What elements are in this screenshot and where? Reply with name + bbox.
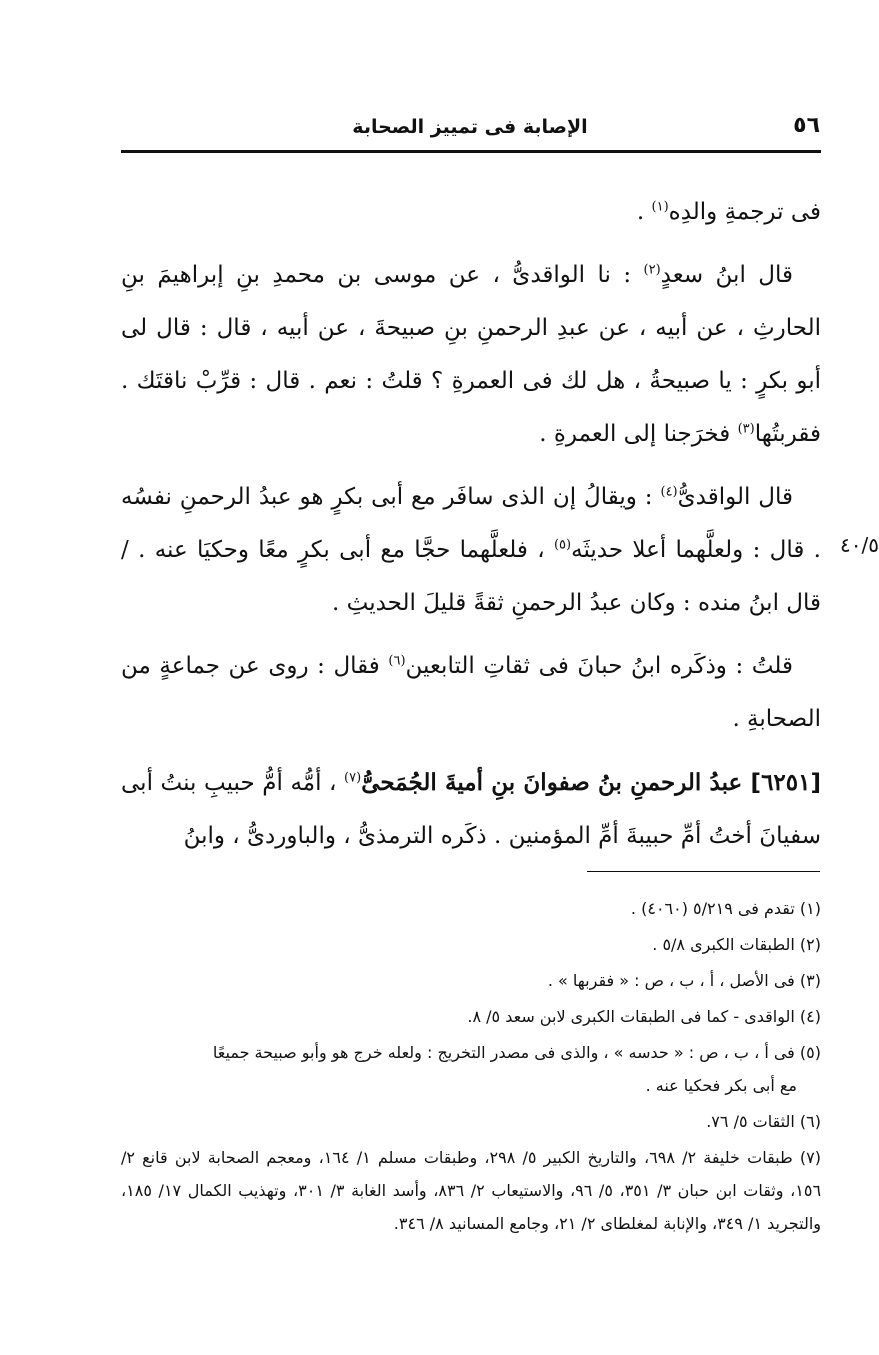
footnote-text: (٦) الثقات ٥/ ٧٦. [706,1112,821,1131]
footnote-ref: (٤) [660,484,678,500]
entry-name: عبدُ الرحمنِ بنُ صفوانَ بنِ أميةَ الجُمَحىُّ [361,769,751,796]
footnote-text: (١) تقدم فى ٥/٢١٩ (٤٠٦٠) . [630,899,821,918]
footnote-item [121,1141,821,1240]
text-run: : ويقالُ إن الذى سافَر مع أبى بكرٍ هو عبدُ الرحمنِ نفسُه . قال : ولعلَّهما أعلا حديثَه [121,484,821,563]
page-number: ٥٦ [793,113,820,138]
footnote-text: (٤) الواقدى - كما فى الطبقات الكبرى لابن سعد ٥/ ٨. [467,1007,821,1026]
bracket-close: ] [750,770,762,796]
footnote-item [121,1036,821,1102]
footnote-text: (٣) فى الأصل ، أ ، ب ، ص : « فقربها » . [547,971,821,990]
text-run: . [636,199,652,225]
entry-paragraph [121,756,821,863]
text-run: قلتُ : وذكَره ابنُ حبانَ فى ثقاتِ التابعين [405,653,793,679]
footnote-text: (٧) طبقات خليفة ٢/ ٦٩٨، والتاريخ الكبير ٥/ ٢٩٨، وطبقات مسلم ١/ ١٦٤، ومعجم الصحابة لابن قانع ٢/ ١٥٦، وثقات ابن حبان ٣/ ٣٥١، ٥/ ٩٦، والاستيعاب ٢/ ٨٣٦، وأسد الغابة ٣/ ٣٠١، وتهذيب الكمال ١٧/ ١٨٥، والتجريد ١/ ٣٤٩، والإنابة لمغلطاى ٢/ ٢١، وجامع المسانيد ٨/ ٣٤٦. [121,1148,822,1233]
bracket-open: [ [810,770,821,796]
footnote-ref: (١) [651,199,669,215]
footnote-rule [587,871,820,872]
entry-number: ٦٢٥١ [761,769,811,796]
paragraph [121,640,821,746]
footnote-item [121,1000,821,1033]
footnote-ref: (٥) [553,537,572,553]
header-rule [121,150,821,153]
footnotes [121,892,821,1243]
footnote-item [121,1105,821,1138]
footnote-ref: (٣) [737,421,755,437]
text-run: : نا الواقدىُّ ، عن موسى بن محمدِ بنِ إبراهيمَ بنِ الحارثِ ، عن أبيه ، عن عبدِ الرحمنِ بنِ صبيحةَ ، عن أبيه ، قال : قال لى أبو بكرٍ : يا صبيحةُ ، هل لك فى العمرةِ ؟ قلتُ : نعم . قال : قرِّبْ ناقتَك . فقربتُها [121,262,821,447]
text-run: ، فلعلَّهما حجَّا مع أبى بكرٍ معًا وحكيَا عنه . /قال ابنُ منده : وكان عبدُ الرحمنِ ثقةً قليلَ الحديثِ . [121,537,821,616]
footnote-ref: (٢) [643,262,661,278]
paragraph [121,186,821,239]
footnote-item [121,892,821,925]
text-run: فقال : روى عن جماعةٍ من الصحابةِ . [121,653,821,732]
text-run: فخرَجنا إلى العمرةِ . [539,421,738,447]
running-title: الإصابة فى تمييز الصحابة [352,116,588,138]
footnote-text: (٥) فى أ ، ب ، ص : « حدسه » ، والذى فى مصدر التخريج : ولعله خرج هو وأبو صبيحة جميعًا [212,1043,821,1062]
footnote-ref: (٦) [388,653,406,669]
text-run: ، أمُّه أمُّ حبيبِ بنتُ أبى سفيانَ أختُ أمِّ حبيبةَ أمِّ المؤمنين . ذكَره الترمذىُّ ، والباوردىُّ ، وابنُ [121,770,821,849]
text-run: فى ترجمةِ والدِه [668,199,821,225]
footnote-text: (٢) الطبقات الكبرى ٥/٨ . [652,935,821,954]
main-text [121,186,821,863]
footnote-continuation: مع أبى بكر فحكيا عنه . [645,1076,797,1095]
footnote-ref: (٧) [344,770,362,786]
margin-marker: ٤٠/٥ [840,533,879,557]
text-run: قال الواقدىُّ [677,484,794,510]
paragraph [121,471,821,630]
footnote-item [121,964,821,997]
text-run: قال ابنُ سعدٍ [660,262,793,288]
paragraph [121,249,821,461]
page-header [120,113,820,149]
footnote-item [121,928,821,961]
